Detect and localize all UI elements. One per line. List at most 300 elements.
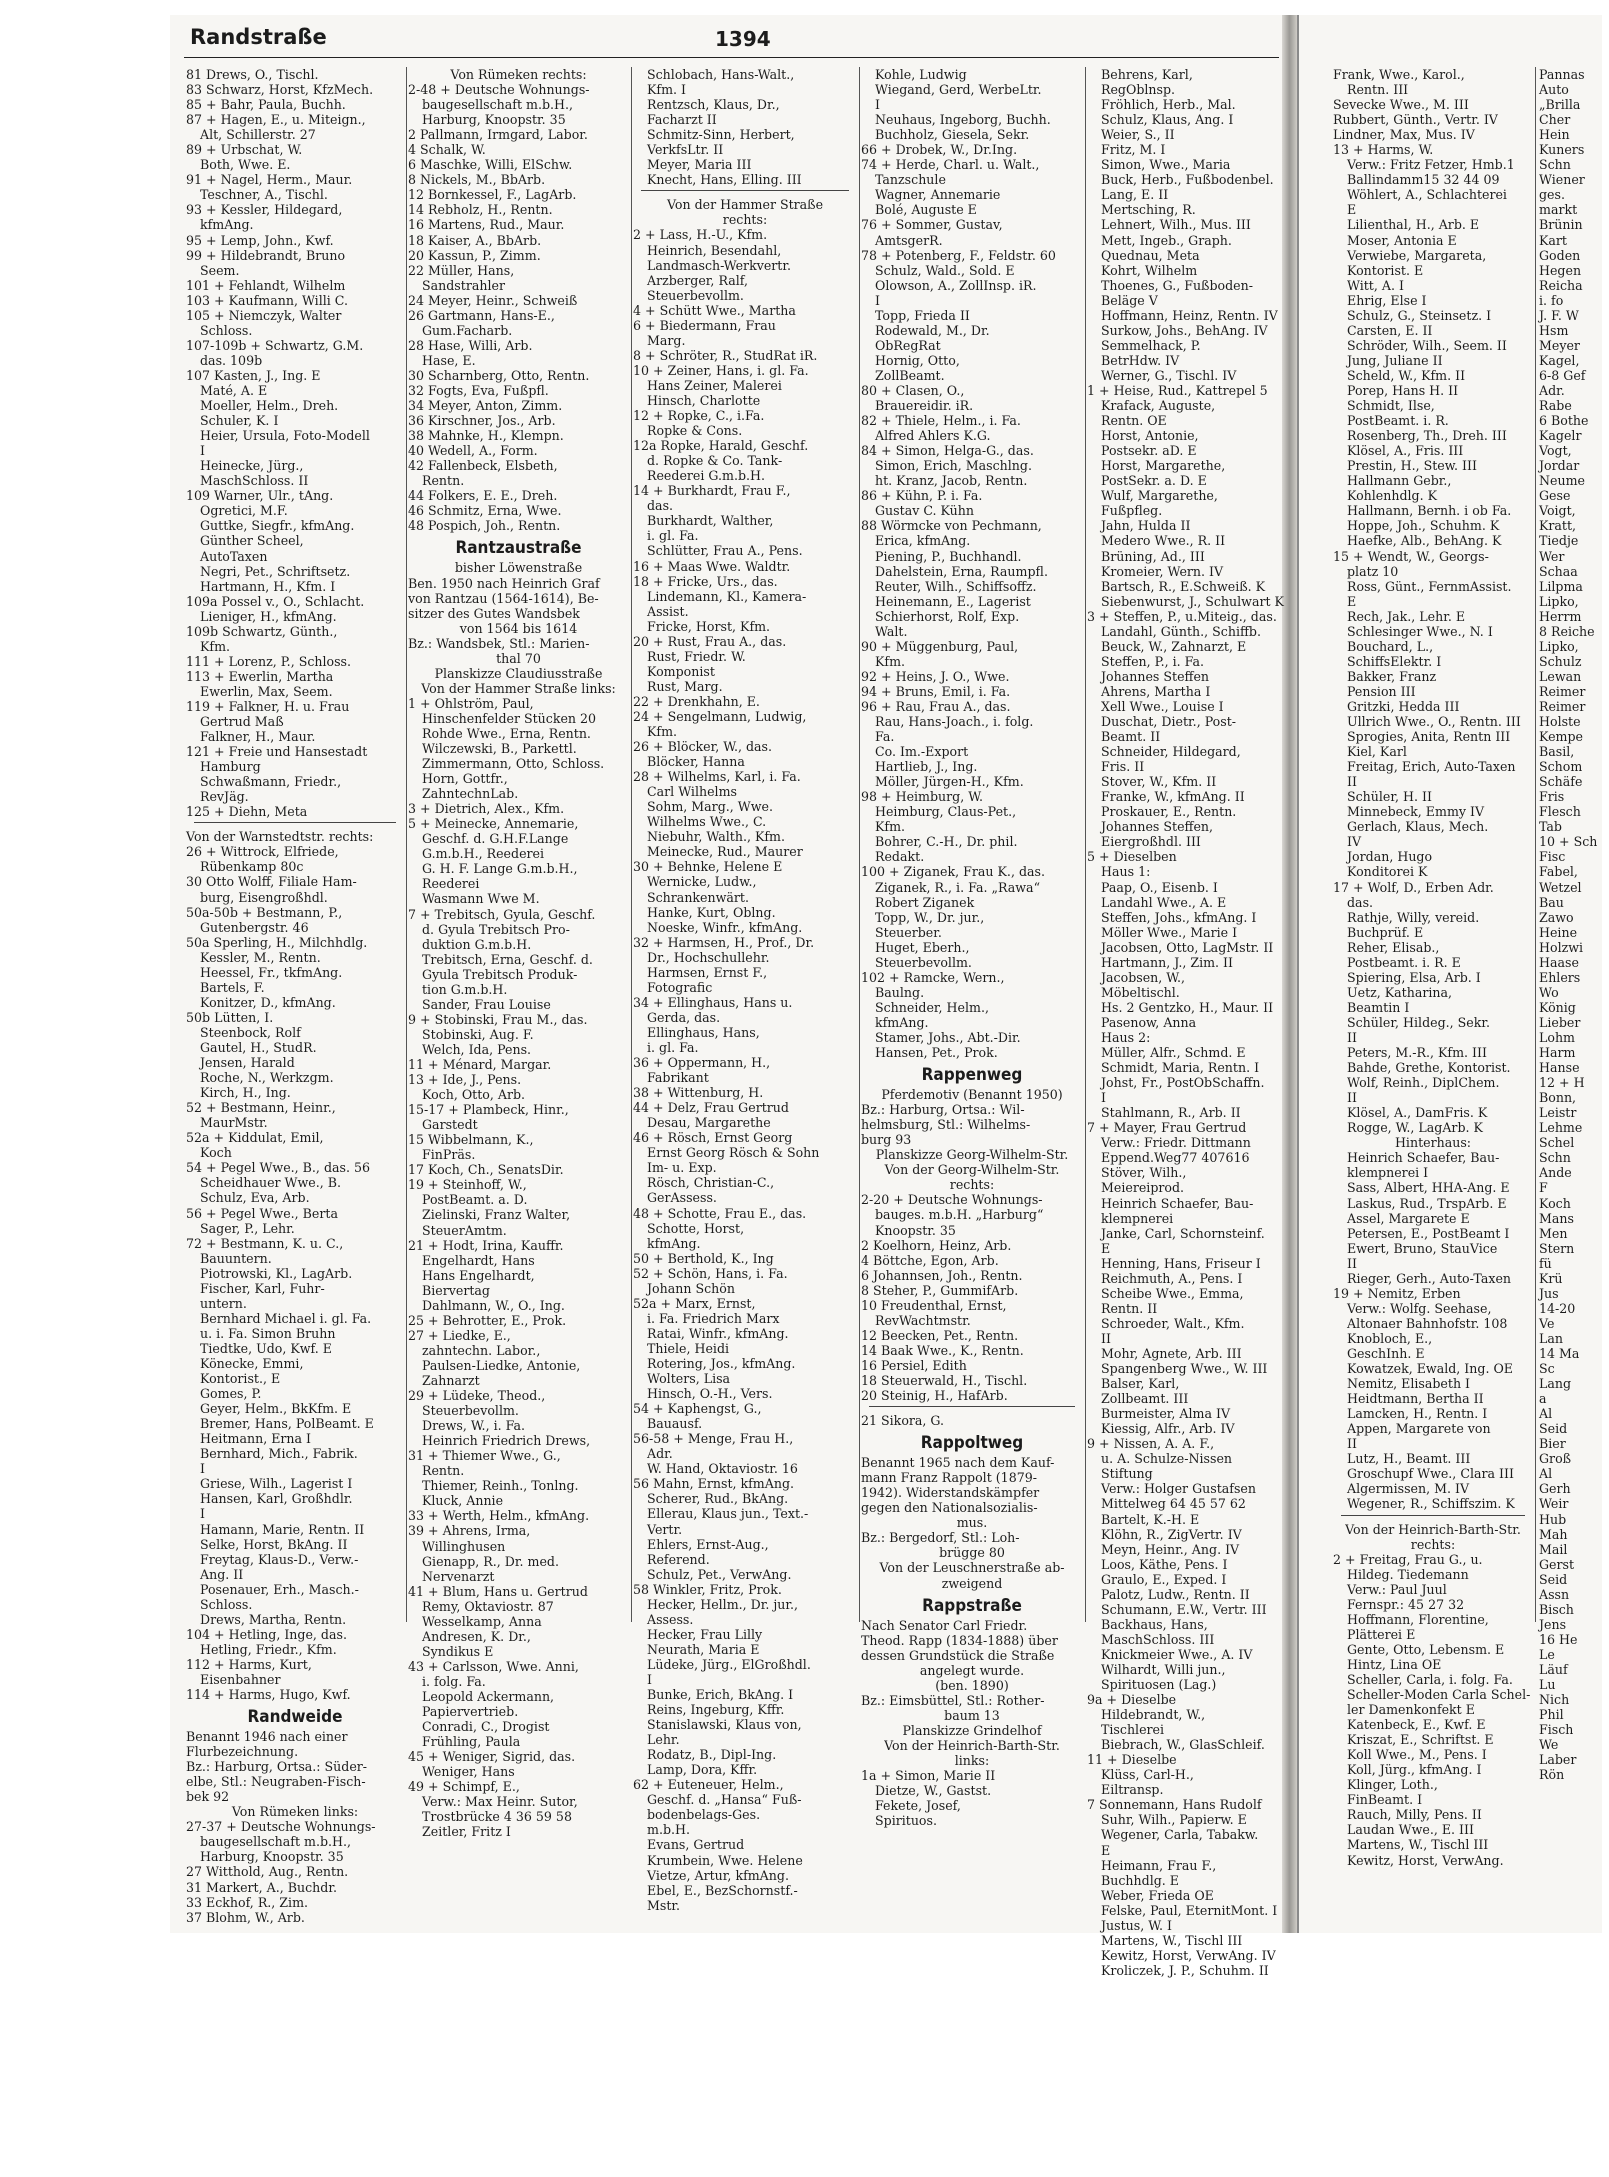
entry-continuation: Reuter, Wilh., Schiffsoffz. bbox=[875, 578, 1037, 594]
directory-entry: Läuf bbox=[1539, 1661, 1568, 1677]
entry-continuation: Fris. II bbox=[1101, 759, 1145, 775]
entry-continuation: Fabrikant bbox=[647, 1070, 709, 1086]
entry-continuation: Robert Ziganek bbox=[875, 894, 975, 910]
entry-continuation: Behrens, Karl, bbox=[1101, 67, 1193, 82]
directory-entry: 7 + Trebitsch, Gyula, Geschf. bbox=[408, 906, 596, 922]
entry-continuation: Postsekr. aD. E bbox=[1101, 443, 1197, 459]
entry-continuation: Postbeamt. i. R. E bbox=[1347, 954, 1461, 970]
column-divider bbox=[1535, 67, 1536, 1622]
directory-entry: Weir bbox=[1539, 1496, 1569, 1512]
entry-continuation: II bbox=[1347, 774, 1357, 790]
entry-continuation: Welch, Ida, Pens. bbox=[422, 1041, 532, 1057]
directory-entry: 18 Steuerwald, H., Tischl. bbox=[861, 1372, 1028, 1388]
directory-entry: 42 Fallenbeck, Elsbeth, bbox=[408, 458, 558, 474]
entry-continuation: Groschupf Wwe., Clara III bbox=[1347, 1466, 1514, 1482]
entry-continuation: I bbox=[200, 1461, 205, 1477]
entry-continuation: Könecke, Emmi, bbox=[200, 1355, 304, 1371]
entry-continuation: Heinecke, Jürg., bbox=[200, 458, 304, 474]
entry-continuation: Carl Wilhelms bbox=[647, 784, 737, 800]
entry-continuation: Jahn, Hulda II bbox=[1101, 518, 1191, 534]
entry-continuation: Knobloch, E., bbox=[1347, 1330, 1433, 1346]
entry-continuation: klempnerei bbox=[1101, 1210, 1174, 1226]
directory-entry: 48 + Schotte, Frau E., das. bbox=[633, 1205, 807, 1221]
entry-continuation: Loos, Käthe, Pens. I bbox=[1101, 1556, 1228, 1572]
entry-continuation: Hartlieb, J., Ing. bbox=[875, 759, 978, 775]
entry-continuation: Mertsching, R. bbox=[1101, 202, 1196, 218]
entry-continuation: Bauausf. bbox=[647, 1416, 703, 1432]
entry-continuation: Vietze, Artur, kfmAng. bbox=[647, 1867, 789, 1883]
directory-entry: 111 + Lorenz, P., Schloss. bbox=[186, 653, 352, 669]
entry-continuation: E bbox=[1101, 1240, 1111, 1256]
entry-continuation: Ellinghaus, Hans, bbox=[647, 1024, 760, 1040]
entry-continuation: Kontorist. E bbox=[1347, 262, 1424, 278]
entry-continuation: Komponist bbox=[647, 663, 715, 679]
directory-entry: 62 + Euteneuer, Helm., bbox=[633, 1777, 784, 1793]
directory-entry: 8 Reiche bbox=[1539, 623, 1595, 639]
entry-continuation: Fotografic bbox=[647, 979, 713, 995]
entry-continuation: Landmasch-Werkvertr. bbox=[647, 257, 791, 273]
directory-entry: Lohm bbox=[1539, 1030, 1575, 1045]
entry-continuation: Co. Im.-Export bbox=[875, 744, 969, 760]
directory-entry: Kratt, bbox=[1539, 518, 1577, 534]
directory-entry: 15 + Wendt, W., Georgs- bbox=[1333, 548, 1489, 564]
directory-entry: 3 + Steffen, P., u.Miteig., das. bbox=[1087, 608, 1277, 624]
directory-entry: Benannt 1946 nach einer bbox=[186, 1729, 348, 1745]
entry-continuation: Andresen, K. Dr., bbox=[422, 1628, 531, 1644]
directory-entry: Lu bbox=[1539, 1677, 1556, 1693]
directory-entry: Jordar bbox=[1539, 458, 1580, 474]
entry-continuation: Drews, W., i. Fa. bbox=[422, 1418, 525, 1434]
directory-entry: 6 Johannsen, Joh., Rentn. bbox=[861, 1267, 1023, 1283]
entry-continuation: Buchprüf. E bbox=[1347, 924, 1424, 940]
entry-continuation: Gutenbergstr. 46 bbox=[200, 919, 309, 935]
directory-entry: 80 + Clasen, O., bbox=[861, 382, 965, 398]
entry-continuation: Knoopstr. 35 bbox=[875, 1222, 956, 1238]
street-heading: Rappoltweg bbox=[920, 1433, 1024, 1454]
entry-continuation: Buchhdlg. E bbox=[1101, 1872, 1179, 1888]
column-1 bbox=[186, 67, 404, 1925]
directory-entry: Holste bbox=[1539, 714, 1581, 730]
directory-entry: 22 Müller, Hans, bbox=[408, 262, 515, 278]
entry-continuation: VerkfsLtr. II bbox=[647, 142, 724, 158]
entry-continuation: Koll Wwe., M., Pens. I bbox=[1347, 1747, 1487, 1763]
directory-entry: Stern bbox=[1539, 1240, 1575, 1256]
directory-entry: 72 + Bestmann, K. u. C., bbox=[186, 1235, 344, 1251]
entry-continuation: Freitag, Erich, Auto-Taxen bbox=[1347, 759, 1516, 775]
entry-continuation: Simon, Wwe., Maria bbox=[1101, 157, 1231, 173]
entry-continuation: Harburg, Knoopstr. 35 bbox=[422, 112, 566, 128]
entry-continuation: ZollBeamt. bbox=[875, 367, 945, 383]
entry-continuation: Geyer, Helm., BkKfm. E bbox=[200, 1401, 352, 1417]
entry-continuation: FinPräs. bbox=[422, 1147, 476, 1163]
entry-continuation: Neuhaus, Ingeborg, Buchh. bbox=[875, 112, 1051, 128]
directory-entry: 6 + Biedermann, Frau bbox=[633, 317, 776, 333]
entry-continuation: Ratai, Winfr., kfmAng. bbox=[647, 1325, 789, 1341]
directory-entry: Schn bbox=[1539, 1150, 1571, 1166]
directory-entry: 2-48 + Deutsche Wohnungs- bbox=[408, 82, 590, 98]
directory-entry: 26 + Wittrock, Elfriede, bbox=[186, 844, 339, 860]
entry-continuation: Assist. bbox=[647, 603, 689, 619]
directory-entry: 10 + Zeiner, Hans, i. gl. Fa. bbox=[633, 362, 809, 378]
entry-continuation: Schulz, Pet., VerwAng. bbox=[647, 1566, 792, 1582]
entry-continuation: Nervenarzt bbox=[422, 1568, 495, 1584]
entry-continuation: Freytag, Klaus-D., Verw.- bbox=[200, 1551, 359, 1567]
entry-continuation: Stiftung bbox=[1101, 1466, 1153, 1482]
directory-entry: Vogt, bbox=[1539, 443, 1572, 459]
directory-entry: 50 + Berthold, K., Ing bbox=[633, 1250, 774, 1266]
entry-continuation: Felske, Paul, EternitMont. I bbox=[1101, 1902, 1278, 1918]
entry-continuation: Seem. bbox=[200, 262, 240, 278]
entry-continuation: kfmAng. bbox=[647, 1235, 701, 1251]
section-caption: Von Rümeken rechts: bbox=[450, 67, 587, 82]
entry-continuation: Maté, A. E bbox=[200, 382, 268, 398]
entry-continuation: Meiereiprod. bbox=[1101, 1180, 1185, 1196]
directory-entry: Bz.: Eimsbüttel, Stl.: Rother- bbox=[861, 1692, 1045, 1708]
entry-continuation: Petersen, E., PostBeamt I bbox=[1347, 1225, 1510, 1241]
entry-continuation: Wesselkamp, Anna bbox=[422, 1613, 542, 1629]
entry-continuation: u. A. Schulze-Nissen bbox=[1101, 1451, 1233, 1467]
directory-entry: Jens bbox=[1539, 1616, 1567, 1632]
directory-entry: Heine bbox=[1539, 924, 1578, 940]
column-divider bbox=[859, 67, 860, 1622]
entry-continuation: Neurath, Maria E bbox=[647, 1641, 760, 1657]
entry-continuation: Sandstrahler bbox=[422, 277, 505, 293]
directory-entry: Lang bbox=[1539, 1376, 1572, 1392]
directory-entry: 5 + Dieselben bbox=[1087, 849, 1177, 865]
directory-entry: 3 + Dietrich, Alex., Kfm. bbox=[408, 801, 565, 817]
entry-continuation: Fußpfleg. bbox=[1101, 503, 1163, 519]
entry-continuation: Bernhard Michael i. gl. Fa. bbox=[200, 1310, 372, 1326]
directory-entry: Brünin bbox=[1539, 217, 1583, 233]
directory-entry: Phil bbox=[1539, 1707, 1564, 1723]
directory-entry: gegen den Nationalsozialis- bbox=[861, 1500, 1038, 1516]
entry-continuation: Ewerlin, Max, Seem. bbox=[200, 683, 333, 699]
directory-entry: 48 Pospich, Joh., Rentn. bbox=[408, 518, 561, 534]
directory-entry: 121 + Freie und Hansestadt bbox=[186, 744, 368, 760]
directory-entry: 85 + Bahr, Paula, Buchh. bbox=[186, 97, 346, 113]
entry-continuation: baugesellschaft m.b.H., bbox=[422, 97, 574, 113]
entry-continuation: Beamtin I bbox=[1347, 999, 1410, 1015]
entry-continuation: Stover, W., Kfm. II bbox=[1101, 774, 1217, 790]
entry-continuation: Hartmann, J., Zim. II bbox=[1101, 954, 1234, 970]
entry-continuation: Konditorei K bbox=[1347, 864, 1428, 880]
entry-continuation: Fricke, Horst, Kfm. bbox=[647, 618, 771, 634]
directory-entry: 21 + Hodt, Irina, Kauffr. bbox=[408, 1237, 564, 1253]
directory-entry: mann Franz Rappolt (1879- bbox=[861, 1470, 1037, 1486]
directory-entry: Lehme bbox=[1539, 1120, 1583, 1136]
directory-entry: 112 + Harms, Kurt, bbox=[186, 1656, 312, 1672]
directory-entry: 91 + Nagel, Herm., Maur. bbox=[186, 172, 353, 188]
entry-continuation: Graulo, E., Exped. I bbox=[1101, 1571, 1227, 1587]
section-caption: Planskizze Georg-Wilhelm-Str. bbox=[875, 1147, 1069, 1163]
entry-continuation: Topp, W., Dr. jur., bbox=[875, 909, 985, 925]
directory-entry: 19 + Steinhoff, W., bbox=[408, 1177, 527, 1193]
entry-continuation: Kohrt, Wilhelm bbox=[1101, 262, 1198, 278]
entry-continuation: Johst, Fr., PostObSchaffn. bbox=[1101, 1075, 1265, 1091]
section-caption: zweigend bbox=[941, 1575, 1003, 1591]
directory-entry: 32 + Harmsen, H., Prof., Dr. bbox=[633, 934, 815, 950]
directory-entry: Bisch bbox=[1539, 1601, 1574, 1617]
directory-entry: 44 + Delz, Frau Gertrud bbox=[633, 1100, 789, 1116]
street-heading: Randweide bbox=[247, 1707, 343, 1728]
entry-continuation: Wöhlert, A., Schlachterei bbox=[1347, 187, 1507, 203]
directory-entry: Bz.: Bergedorf, Stl.: Loh- bbox=[861, 1530, 1020, 1546]
entry-continuation: Verw.: Max Heinr. Sutor, bbox=[422, 1794, 578, 1810]
directory-entry: 9a + Dieselbe bbox=[1087, 1692, 1177, 1708]
entry-continuation: I bbox=[875, 292, 880, 308]
directory-entry: 54 + Kaphengst, G., bbox=[633, 1401, 762, 1417]
entry-continuation: Brauereidir. iR. bbox=[875, 398, 974, 414]
entry-continuation: Hoffmann, Heinz, Rentn. IV bbox=[1101, 307, 1278, 323]
entry-continuation: Fischer, Karl, Fuhr- bbox=[200, 1280, 325, 1296]
entry-continuation: Knecht, Hans, Elling. III bbox=[647, 172, 802, 188]
directory-entry: Bier bbox=[1539, 1436, 1566, 1452]
directory-entry: Fisch bbox=[1539, 1722, 1574, 1738]
entry-continuation: Gerda, das. bbox=[647, 1009, 721, 1025]
entry-continuation: Lutz, H., Beamt. III bbox=[1347, 1451, 1471, 1467]
entry-continuation: Hildebrandt, W., bbox=[1101, 1707, 1206, 1723]
entry-continuation: I bbox=[1101, 1090, 1106, 1106]
entry-continuation: Lamcken, H., Rentn. I bbox=[1347, 1406, 1488, 1422]
directory-entry: 84 + Simon, Helga-G., das. bbox=[861, 443, 1034, 459]
entry-continuation: Piening, P., Buchhandl. bbox=[875, 548, 1022, 564]
directory-entry: 81 Drews, O., Tischl. bbox=[186, 67, 319, 82]
entry-continuation: Möbeltischl. bbox=[1101, 984, 1180, 1000]
directory-entry: 14 + Burkhardt, Frau F., bbox=[633, 483, 791, 499]
directory-entry: a bbox=[1539, 1391, 1547, 1407]
section-caption: (ben. 1890) bbox=[935, 1677, 1009, 1693]
entry-continuation: Scheibe Wwe., Emma, bbox=[1101, 1285, 1244, 1301]
directory-entry: Haase bbox=[1539, 954, 1579, 970]
directory-entry: 103 + Kaufmann, Willi C. bbox=[186, 292, 348, 308]
street-heading: Rantzaustraße bbox=[455, 538, 582, 559]
directory-entry: Schel bbox=[1539, 1135, 1575, 1151]
entry-continuation: Heier, Ursula, Foto-Modell bbox=[200, 428, 370, 444]
entry-continuation: Hallmann, Bernh. i ob Fa. bbox=[1347, 503, 1512, 519]
entry-continuation: duktion G.m.b.H. bbox=[422, 936, 532, 952]
column-divider bbox=[406, 67, 407, 1622]
entry-continuation: Bremer, Hans, PolBeamt. E bbox=[200, 1416, 374, 1432]
entry-continuation: Carsten, E. II bbox=[1347, 322, 1433, 338]
facing-column-2 bbox=[1539, 67, 1609, 1783]
entry-continuation: Reher, Elisab., bbox=[1347, 939, 1440, 955]
directory-entry: 6-8 Gef bbox=[1539, 367, 1586, 383]
section-caption: Pferdemotiv (Benannt 1950) bbox=[881, 1087, 1063, 1103]
entry-continuation: Trostbrücke 4 36 59 58 bbox=[422, 1809, 572, 1825]
entry-continuation: Bunke, Erich, BkAng. I bbox=[647, 1687, 794, 1703]
directory-entry: 19 + Nemitz, Erben bbox=[1333, 1285, 1461, 1301]
directory-entry: 93 + Kessler, Hildegard, bbox=[186, 202, 343, 218]
entry-continuation: Möller, Jürgen-H., Kfm. bbox=[875, 774, 1024, 790]
directory-entry: Gese bbox=[1539, 488, 1571, 504]
directory-entry: Groß bbox=[1539, 1451, 1572, 1467]
directory-entry: 114 + Harms, Hugo, Kwf. bbox=[186, 1687, 351, 1703]
directory-entry: Frank, Wwe., Karol., bbox=[1333, 67, 1465, 82]
entry-continuation: Schulz, G., Steinsetz. I bbox=[1347, 307, 1492, 323]
directory-entry: Nich bbox=[1539, 1692, 1570, 1708]
entry-continuation: RevWachtmstr. bbox=[875, 1312, 971, 1328]
entry-continuation: Klösel, A., DamFris. K bbox=[1347, 1105, 1488, 1121]
entry-continuation: untern. bbox=[200, 1295, 247, 1311]
entry-continuation: Rodewald, M., Dr. bbox=[875, 322, 990, 338]
directory-entry: 9 + Nissen, A. A. F., bbox=[1087, 1436, 1215, 1452]
entry-continuation: Hamann, Marie, Rentn. II bbox=[200, 1521, 365, 1537]
entry-continuation: Weber, Frieda OE bbox=[1101, 1887, 1214, 1903]
directory-entry: 88 Wörmcke von Pechmann, bbox=[861, 518, 1042, 534]
directory-entry: 105 + Niemczyk, Walter bbox=[186, 307, 342, 323]
entry-continuation: Biervertag bbox=[422, 1282, 490, 1298]
directory-entry: Schäfe bbox=[1539, 774, 1583, 790]
entry-continuation: Niebuhr, Walth., Kfm. bbox=[647, 829, 786, 845]
directory-entry: 31 + Thiemer Wwe., G., bbox=[408, 1448, 561, 1464]
directory-entry: Laber bbox=[1539, 1752, 1577, 1768]
entry-continuation: bodenbelags-Ges. bbox=[647, 1807, 761, 1823]
entry-continuation: IV bbox=[1347, 834, 1362, 850]
entry-continuation: Gienapp, R., Dr. med. bbox=[422, 1553, 559, 1569]
entry-continuation: Hinsch, O.-H., Vers. bbox=[647, 1386, 773, 1402]
section-caption: Von der Hammer Straße bbox=[666, 197, 824, 213]
directory-entry: 109 Warner, Ulr., tAng. bbox=[186, 488, 334, 504]
entry-continuation: BetrHdw. IV bbox=[1101, 352, 1180, 368]
entry-continuation: Gum.Facharb. bbox=[422, 322, 513, 338]
entry-continuation: Schotte, Horst, bbox=[647, 1220, 745, 1236]
entry-continuation: ZahntechnLab. bbox=[422, 786, 519, 802]
directory-entry: Voigt, bbox=[1539, 503, 1576, 519]
section-rule bbox=[194, 822, 396, 829]
directory-entry: 26 + Blöcker, W., das. bbox=[633, 739, 773, 755]
entry-continuation: Burmeister, Alma IV bbox=[1101, 1406, 1231, 1422]
column-3 bbox=[633, 67, 857, 1913]
entry-continuation: MaurMstr. bbox=[200, 1115, 268, 1131]
directory-entry: 12a Ropke, Harald, Geschf. bbox=[633, 438, 809, 454]
entry-continuation: Martens, W., Tischl III bbox=[1101, 1932, 1243, 1948]
directory-entry: 76 + Sommer, Gustav, bbox=[861, 217, 1003, 233]
entry-continuation: Erica, kfmAng. bbox=[875, 533, 971, 549]
entry-continuation: Blöcker, Hanna bbox=[647, 754, 745, 770]
directory-entry: Wer bbox=[1539, 548, 1565, 564]
entry-continuation: Brüning, Ad., III bbox=[1101, 548, 1205, 564]
entry-continuation: Assel, Margarete E bbox=[1347, 1210, 1470, 1226]
directory-entry: 28 + Wilhelms, Karl, i. Fa. bbox=[633, 769, 801, 785]
entry-continuation: Steuerbevollm. bbox=[422, 1403, 519, 1419]
entry-continuation: Ropke & Cons. bbox=[647, 423, 743, 439]
directory-entry: 12 Bornkessel, F., LagArb. bbox=[408, 187, 577, 203]
directory-entry: König bbox=[1539, 999, 1576, 1015]
entry-continuation: Haus 1: bbox=[1101, 864, 1151, 880]
entry-continuation: Pasenow, Anna bbox=[1101, 1014, 1197, 1030]
directory-entry: 43 + Carlsson, Wwe. Anni, bbox=[408, 1658, 579, 1674]
directory-entry: Herrm bbox=[1539, 608, 1582, 624]
entry-continuation: I bbox=[200, 443, 205, 459]
directory-entry: 34 Meyer, Anton, Zimm. bbox=[408, 398, 563, 414]
directory-entry: 2 Pallmann, Irmgard, Labor. bbox=[408, 127, 588, 143]
entry-continuation: Laskus, Rud., TrspArb. E bbox=[1347, 1195, 1507, 1211]
entry-continuation: Schuler, K. I bbox=[200, 413, 279, 429]
directory-entry: Reicha bbox=[1539, 277, 1583, 293]
section-caption: rechts: bbox=[949, 1177, 995, 1193]
directory-entry: Hein bbox=[1539, 127, 1570, 143]
directory-entry: 10 + Sch bbox=[1539, 834, 1598, 850]
entry-continuation: E bbox=[1347, 593, 1357, 609]
entry-continuation: Uetz, Katharina, bbox=[1347, 984, 1453, 1000]
entry-continuation: i. folg. Fa. bbox=[422, 1673, 486, 1689]
directory-entry: Fris bbox=[1539, 789, 1565, 805]
entry-continuation: Meyer, Maria III bbox=[647, 157, 752, 173]
entry-continuation: II bbox=[1101, 1330, 1111, 1346]
entry-continuation: Buchholz, Giesela, Sekr. bbox=[875, 127, 1030, 143]
directory-entry: 82 + Thiele, Helm., i. Fa. bbox=[861, 413, 1021, 429]
entry-continuation: Schlesinger Wwe., N. I bbox=[1347, 623, 1493, 639]
entry-continuation: Steuerber. bbox=[875, 924, 942, 940]
directory-entry: Flesch bbox=[1539, 804, 1581, 820]
entry-continuation: Landahl Wwe., A. E bbox=[1101, 894, 1227, 910]
entry-continuation: Arzberger, Ralf, bbox=[647, 272, 748, 288]
entry-continuation: Rentn. bbox=[422, 473, 465, 489]
entry-continuation: Pension III bbox=[1347, 683, 1416, 699]
entry-continuation: AmtsgerR. bbox=[875, 232, 943, 248]
entry-continuation: Rentn. OE bbox=[1101, 413, 1167, 429]
entry-continuation: E bbox=[1347, 202, 1357, 218]
directory-entry: helmsburg, Stl.: Wilhelms- bbox=[861, 1117, 1031, 1133]
directory-entry: 27-37 + Deutsche Wohnungs- bbox=[186, 1819, 376, 1835]
directory-entry: Harm bbox=[1539, 1045, 1576, 1061]
directory-entry: Von der Warnstedtstr. rechts: bbox=[186, 829, 374, 845]
entry-continuation: Witt, A. I bbox=[1347, 277, 1404, 293]
entry-continuation: Hintz, Lina OE bbox=[1347, 1656, 1442, 1672]
entry-continuation: Harburg, Knoopstr. 35 bbox=[200, 1849, 344, 1865]
entry-continuation: Hinsch, Charlotte bbox=[647, 392, 761, 408]
entry-continuation: Heimburg, Claus-Pet., bbox=[875, 804, 1017, 820]
entry-continuation: Hoffmann, Florentine, bbox=[1347, 1611, 1489, 1627]
directory-entry: Benannt 1965 nach dem Kauf- bbox=[861, 1455, 1055, 1471]
entry-continuation: Martens, W., Tischl III bbox=[1347, 1837, 1489, 1853]
entry-continuation: Sohm, Marg., Wwe. bbox=[647, 799, 773, 815]
entry-continuation: Dahlmann, W., O., Ing. bbox=[422, 1297, 565, 1313]
section-caption: von 1564 bis 1614 bbox=[459, 620, 578, 636]
entry-continuation: Heitmann, Erna I bbox=[200, 1431, 312, 1447]
entry-continuation: kfmAng. bbox=[875, 1014, 929, 1030]
entry-continuation: Schumann, E.W., Vertr. III bbox=[1101, 1601, 1267, 1617]
entry-continuation: Wulf, Margarethe, bbox=[1101, 488, 1218, 504]
directory-entry: 44 Folkers, E. E., Dreh. bbox=[408, 488, 558, 504]
directory-entry: Gerst bbox=[1539, 1556, 1575, 1572]
directory-entry: 36 + Oppermann, H., bbox=[633, 1055, 771, 1071]
directory-entry: Lewan bbox=[1539, 668, 1582, 684]
entry-continuation: Lieniger, H., kfmAng. bbox=[200, 608, 337, 624]
directory-entry: 33 Eckhof, R., Zim. bbox=[186, 1894, 309, 1910]
entry-continuation: Bakker, Franz bbox=[1347, 668, 1437, 684]
entry-continuation: Justus, W. I bbox=[1101, 1917, 1172, 1933]
entry-continuation: Müller, Alfr., Schmd. E bbox=[1101, 1045, 1246, 1061]
entry-continuation: das. bbox=[1347, 894, 1374, 910]
directory-entry: Kagel, bbox=[1539, 352, 1580, 368]
entry-continuation: Kiel, Karl bbox=[1347, 744, 1407, 760]
entry-continuation: Horn, Gottfr., bbox=[422, 771, 508, 787]
directory-entry: Al bbox=[1539, 1406, 1553, 1422]
entry-continuation: Rentn. bbox=[422, 1463, 465, 1479]
entry-continuation: Zollbeamt. III bbox=[1101, 1391, 1189, 1407]
entry-continuation: Hamburg bbox=[200, 759, 261, 775]
directory-entry: 5 + Meinecke, Annemarie, bbox=[408, 816, 579, 832]
directory-entry: Auto bbox=[1539, 82, 1569, 98]
directory-entry: 36 Kirschner, Jos., Arb. bbox=[408, 413, 556, 429]
directory-entry: Neume bbox=[1539, 473, 1585, 489]
directory-entry: fü bbox=[1539, 1255, 1552, 1271]
entry-continuation: Hildeg. Tiedemann bbox=[1347, 1566, 1469, 1582]
entry-continuation: Piotrowski, Kl., LagArb. bbox=[200, 1265, 353, 1281]
directory-entry: 109a Possel v., O., Schlacht. bbox=[186, 593, 365, 609]
entry-continuation: Semmelhack, P. bbox=[1101, 337, 1201, 353]
